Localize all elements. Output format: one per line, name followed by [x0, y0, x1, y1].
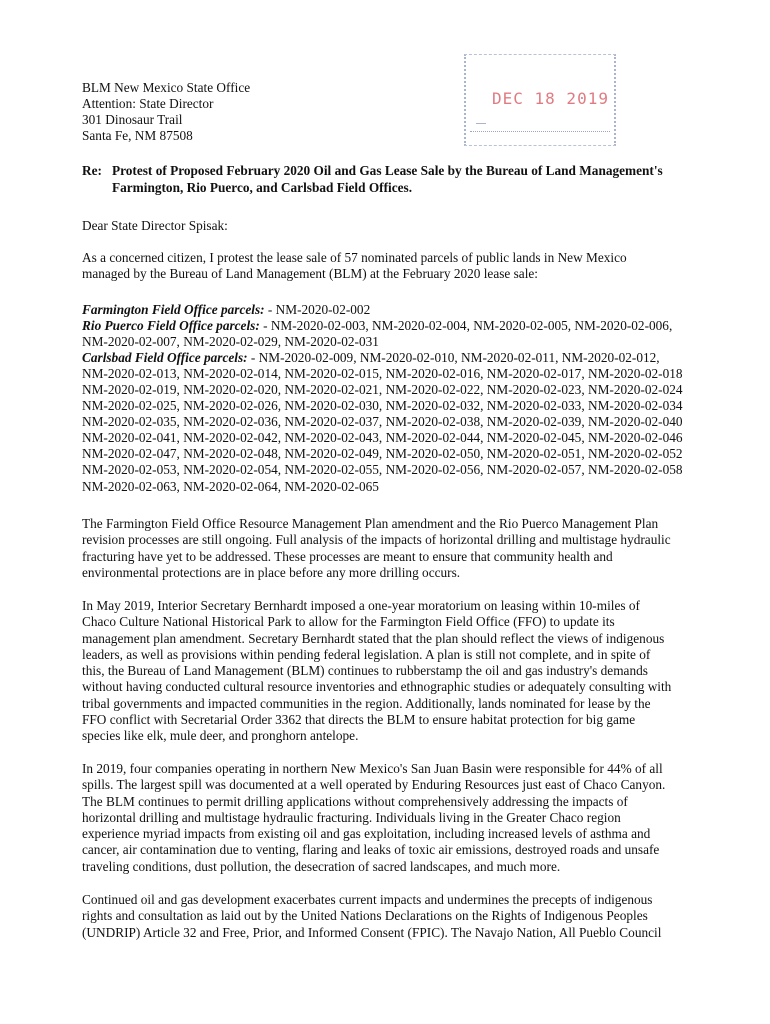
parcel-ids-line: NM-2020-02-053, NM-2020-02-054, NM-2020-02-055, NM-2020-02-056, NM-2020-02-057, NM-2020-02-058 — [82, 462, 683, 478]
paragraph-moratorium — [82, 598, 702, 745]
parcel-ids-line: NM-2020-02-025, NM-2020-02-026, NM-2020-02-030, NM-2020-02-032, NM-2020-02-033, NM-2020-02-034 — [82, 398, 683, 414]
paragraph-line: As a concerned citizen, I protest the lease sale of 57 nominated parcels of public lands in New Mexico — [82, 250, 627, 265]
paragraph-line: leaders, as well as provisions within pending federal legislation. A plan is still not complete, and in spite of — [82, 646, 651, 662]
stamp-tick — [476, 123, 486, 124]
address-line: BLM New Mexico State Office — [82, 80, 251, 95]
address-line: Attention: State Director — [82, 96, 214, 111]
paragraph-line: Chaco Culture National Historical Park to allow for the Farmington Field Office (FFO) to update its — [82, 614, 615, 630]
paragraph-line: spills. The largest spill was documented at a well operated by Enduring Resources just east of Chaco Canyon. — [82, 777, 666, 793]
address-line: Santa Fe, NM 87508 — [82, 128, 193, 143]
recipient-address — [82, 80, 250, 144]
address-line: 301 Dinosaur Trail — [82, 112, 183, 127]
paragraph-spills — [82, 761, 702, 875]
parcel-ids-line: NM-2020-02-035, NM-2020-02-036, NM-2020-02-037, NM-2020-02-038, NM-2020-02-039, NM-2020-02-040 — [82, 414, 683, 430]
paragraph-line: The BLM continues to permit drilling applications without comprehensively addressing the impacts of — [82, 793, 628, 809]
subject-text — [112, 163, 702, 196]
paragraph-line: management plan amendment. Secretary Bernhardt stated that the plan should reflect the views of indigenous — [82, 630, 665, 646]
office-label: Rio Puerco Field Office parcels: — [82, 318, 260, 334]
parcel-list — [82, 302, 712, 495]
paragraph-undrip — [82, 892, 702, 941]
parcel-ids-line: NM-2020-02-047, NM-2020-02-048, NM-2020-02-049, NM-2020-02-050, NM-2020-02-051, NM-2020-02-052 — [82, 446, 683, 462]
rio-puerco-parcels — [82, 318, 712, 334]
paragraph-line: environmental protections are in place before any more drilling occurs. — [82, 564, 461, 580]
paragraph-line: rights and consultation as laid out by the United Nations Declarations on the Rights of Indigenous Peoples — [82, 908, 648, 924]
paragraph-line: cancer, air contamination due to venting, flaring and leaks of toxic air emissions, destroyed roads and unsafe — [82, 842, 660, 858]
paragraph-line: revision processes are still ongoing. Full analysis of the impacts of horizontal drilling and multistage hydraulic — [82, 532, 671, 548]
stamp-date: DEC 18 2019 — [492, 89, 609, 108]
carlsbad-parcels — [82, 350, 712, 366]
intro-paragraph — [82, 250, 702, 283]
paragraph-line: tribal governments and impacted communities in the region. Additionally, lands nominated for lease by the — [82, 695, 651, 711]
subject-text-line: Protest of Proposed February 2020 Oil and Gas Lease Sale by the Bureau of Land Management's — [112, 163, 663, 178]
parcel-ids-line: NM-2020-02-063, NM-2020-02-064, NM-2020-02-065 — [82, 478, 379, 494]
subject-label: Re: — [82, 163, 102, 178]
stamp-signature-line — [470, 131, 610, 132]
parcel-ids-line: NM-2020-02-007, NM-2020-02-029, NM-2020-02-031 — [82, 334, 379, 350]
subject-text-line: Farmington, Rio Puerco, and Carlsbad Field Offices. — [112, 179, 413, 195]
received-date-stamp — [464, 54, 616, 146]
paragraph-line: The Farmington Field Office Resource Management Plan amendment and the Rio Puerco Management Plan — [82, 516, 659, 531]
salutation: Dear State Director Spisak: — [82, 218, 228, 233]
paragraph-line: traveling conditions, dust pollution, the desecration of sacred landscapes, and much more. — [82, 858, 561, 874]
paragraph-line: horizontal drilling and multistage hydraulic fracturing. Individuals living in the Greater Chaco region — [82, 809, 621, 825]
paragraph-line: fracturing have yet to be addressed. These processes are meant to ensure that community health and — [82, 548, 613, 564]
paragraph-line: FFO conflict with Secretarial Order 3362 that directs the BLM to ensure habitat protection for big game — [82, 712, 636, 728]
paragraph-line: (UNDRIP) Article 32 and Free, Prior, and Informed Consent (FPIC). The Navajo Nation, All Pueblo Council — [82, 924, 662, 940]
parcel-ids-line: NM-2020-02-019, NM-2020-02-020, NM-2020-02-021, NM-2020-02-022, NM-2020-02-023, NM-2020-02-024 — [82, 382, 683, 398]
parcel-ids: - NM-2020-02-002 — [264, 302, 371, 317]
parcel-ids-line: NM-2020-02-041, NM-2020-02-042, NM-2020-02-043, NM-2020-02-044, NM-2020-02-045, NM-2020-02-046 — [82, 430, 683, 446]
parcel-ids-line: NM-2020-02-013, NM-2020-02-014, NM-2020-02-015, NM-2020-02-016, NM-2020-02-017, NM-2020-02-018 — [82, 366, 683, 382]
parcel-ids: - NM-2020-02-003, NM-2020-02-004, NM-2020-02-005, NM-2020-02-006, — [259, 318, 673, 334]
subject-line — [82, 163, 702, 196]
farmington-parcels — [82, 302, 712, 318]
paragraph-plan-status — [82, 516, 702, 581]
office-label: Farmington Field Office parcels: — [82, 302, 265, 317]
paragraph-line: managed by the Bureau of Land Management (BLM) at the February 2020 lease sale: — [82, 266, 539, 282]
paragraph-line: Continued oil and gas development exacerbates current impacts and undermines the precepts of indigenous — [82, 892, 653, 907]
parcel-ids: - NM-2020-02-009, NM-2020-02-010, NM-2020-02-011, NM-2020-02-012, — [247, 350, 660, 366]
office-label: Carlsbad Field Office parcels: — [82, 350, 248, 366]
paragraph-line: without having conducted cultural resource inventories and ethnographic studies or adequately consulting with — [82, 679, 672, 695]
paragraph-line: species like elk, mule deer, and pronghorn antelope. — [82, 728, 359, 744]
paragraph-line: In 2019, four companies operating in northern New Mexico's San Juan Basin were responsible for 44% of all — [82, 761, 663, 776]
paragraph-line: experience myriad impacts from existing oil and gas exploitation, including increased levels of asthma and — [82, 826, 651, 842]
paragraph-line: In May 2019, Interior Secretary Bernhardt imposed a one-year moratorium on leasing within 10-miles of — [82, 598, 640, 613]
paragraph-line: this, the Bureau of Land Management (BLM) continues to rubberstamp the oil and gas industry's demands — [82, 663, 648, 679]
